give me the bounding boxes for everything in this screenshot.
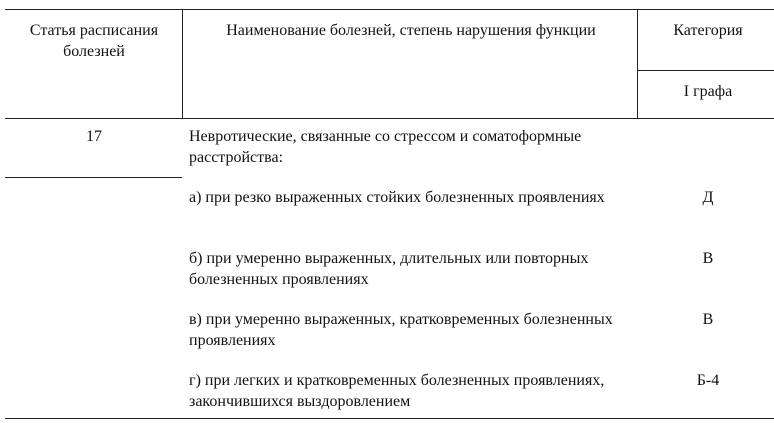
- column-divider-2: [637, 9, 638, 119]
- table-bottom-rule: [5, 418, 774, 419]
- item-text-b: б) при умеренно выраженных, длительных или повторных болезненных проявлениях: [189, 250, 589, 288]
- header-disease-column: Наименование болезней, степень нарушения функции: [226, 22, 596, 39]
- item-text-d: г) при легких и кратковременных болезненных проявлениях, закончившихся выздоровлением: [189, 372, 605, 410]
- header-article-column: Статья расписания болезней: [29, 22, 159, 60]
- article-number: 17: [86, 128, 102, 145]
- header-sub-rule: [637, 70, 774, 71]
- column-divider-1: [182, 9, 183, 119]
- table-top-rule: [5, 9, 774, 10]
- item-category-a: Д: [702, 189, 714, 206]
- article-number-underline: [5, 177, 182, 178]
- header-category-column: Категория: [673, 22, 743, 39]
- item-category-c: В: [702, 311, 714, 328]
- article-title: Невротические, связанные со стрессом и соматоформные расстройства:: [189, 128, 582, 166]
- header-category-graph: I графа: [683, 83, 733, 100]
- item-text-a: а) при резко выраженных стойких болезненных проявлениях: [189, 189, 605, 206]
- item-category-b: В: [702, 250, 714, 267]
- item-text-c: в) при умеренно выраженных, кратковременных болезненных проявлениях: [189, 311, 613, 349]
- header-bottom-rule: [5, 118, 774, 119]
- item-category-d: Б-4: [696, 372, 720, 389]
